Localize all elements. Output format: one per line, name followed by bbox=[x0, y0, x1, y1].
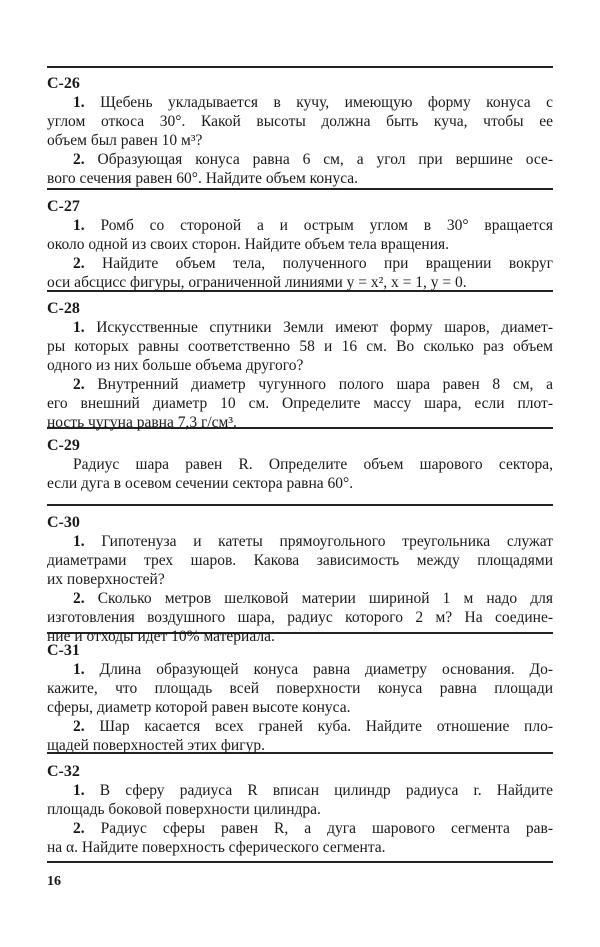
problem-line bbox=[47, 169, 553, 188]
problem-number: 2. bbox=[73, 151, 85, 168]
problem-text: оси абсцисс фигуры, ограниченной линиями y = x², x = 1, y = 0. bbox=[47, 274, 467, 291]
problem-text: одного из них больше объема другого? bbox=[47, 357, 304, 374]
problem-text: Длина образующей конуса равна диаметру основания. До- bbox=[99, 661, 553, 678]
problem-text: щадей поверхностей этих фигур. bbox=[47, 737, 265, 754]
section-c-31 bbox=[47, 641, 553, 755]
section-c-26 bbox=[47, 74, 553, 188]
problem-line bbox=[47, 570, 553, 589]
problem-line bbox=[47, 800, 553, 819]
problem-text: на α. Найдите поверхность сферического сегмента. bbox=[47, 839, 386, 856]
problem-line bbox=[47, 375, 553, 394]
section-c-32 bbox=[47, 762, 553, 857]
problem-line bbox=[47, 235, 553, 254]
problem-line bbox=[47, 781, 553, 800]
problem-text: В сферу радиуса R вписан цилиндр радиуса r. Найдите bbox=[99, 782, 554, 799]
problem-text: Найдите объем тела, полученного при вращении вокруг bbox=[102, 255, 554, 272]
problem-text: ние и отходы идет 10% материала. bbox=[47, 628, 275, 645]
problem-text: Гипотенуза и катеты прямоугольного треугольника служат bbox=[101, 533, 553, 550]
problem-line bbox=[47, 455, 553, 474]
problem-line bbox=[47, 356, 553, 375]
problem-text: Внутренний диаметр чугунного полого шара равен 8 см, а bbox=[97, 376, 553, 393]
problem-text: Шар касается всех граней куба. Найдите отношение пло- bbox=[99, 718, 554, 735]
problem-number: 2. bbox=[73, 718, 85, 735]
problem-text: вого сечения равен 60°. Найдите объем конуса. bbox=[47, 170, 359, 187]
problem-text: углом откоса 30°. Какой высоты должна быть куча, чтобы ее bbox=[47, 113, 553, 130]
rule-divider bbox=[47, 188, 553, 190]
problem-number: 2. bbox=[73, 376, 85, 393]
problem-line bbox=[47, 337, 553, 356]
problem-text: Искусственные спутники Земли имеют форму шаров, диамет- bbox=[96, 319, 553, 336]
problem-line bbox=[47, 660, 553, 679]
section-heading: С-32 bbox=[47, 763, 80, 780]
page-number: 16 bbox=[47, 874, 61, 889]
section-heading: С-28 bbox=[47, 300, 80, 317]
problem-text: Сколько метров шелковой материи шириной 1 м надо для bbox=[97, 590, 554, 607]
problem-text: Радиус сферы равен R, а дуга шарового сегмента рав- bbox=[100, 820, 553, 837]
problem-line bbox=[47, 717, 553, 736]
rule-top bbox=[47, 66, 553, 68]
problem-number: 1. bbox=[73, 661, 85, 678]
problem-text: площадь боковой поверхности цилиндра. bbox=[47, 801, 321, 818]
section-c-29 bbox=[47, 436, 553, 493]
problem-number: 1. bbox=[73, 782, 85, 799]
problem-text: около одной из своих сторон. Найдите объем тела вращения. bbox=[47, 236, 450, 253]
problem-text: Образующая конуса равна 6 см, а угол при вершине осе- bbox=[97, 151, 554, 168]
problem-text: их поверхностей? bbox=[47, 571, 165, 588]
problem-line bbox=[47, 93, 553, 112]
section-c-30 bbox=[47, 513, 553, 646]
problem-line bbox=[47, 394, 553, 413]
problem-line bbox=[47, 413, 553, 432]
section-heading: С-27 bbox=[47, 198, 80, 215]
section-heading: С-30 bbox=[47, 514, 80, 531]
section-heading: С-29 bbox=[47, 437, 80, 454]
problem-text: Ромб со стороной a и острым углом в 30° вращается bbox=[100, 217, 553, 234]
problem-text: ры которых равны соответственно 58 и 16 см. Во сколько раз объем bbox=[47, 338, 553, 355]
problem-text: если дуга в осевом сечении сектора равна 60°. bbox=[47, 475, 354, 492]
problem-line bbox=[47, 131, 553, 150]
problem-text: Щебень укладывается в кучу, имеющую форму конуса с bbox=[100, 94, 554, 111]
problem-text: ность чугуна равна 7,3 г/см³. bbox=[47, 414, 237, 431]
section-heading: С-26 bbox=[47, 75, 80, 92]
problem-text: объем был равен 10 м³? bbox=[47, 132, 203, 149]
section-c-28 bbox=[47, 299, 553, 432]
problem-number: 1. bbox=[73, 533, 85, 550]
problem-number: 1. bbox=[73, 217, 85, 234]
problem-line bbox=[47, 254, 553, 273]
problem-text: его внешний диаметр 10 см. Определите массу шара, если плот- bbox=[47, 395, 553, 412]
problem-line bbox=[47, 679, 553, 698]
problem-line bbox=[47, 608, 553, 627]
problem-line bbox=[47, 551, 553, 570]
problem-line bbox=[47, 838, 553, 857]
problem-line bbox=[47, 216, 553, 235]
problem-text: кажите, что площадь всей поверхности конуса равна площади bbox=[47, 680, 553, 697]
problem-line bbox=[47, 273, 553, 292]
problem-line bbox=[47, 532, 553, 551]
problem-line bbox=[47, 150, 553, 169]
rule-bottom bbox=[47, 861, 553, 863]
problem-line bbox=[47, 736, 553, 755]
problem-line bbox=[47, 112, 553, 131]
problem-text: изготовления воздушного шара, радиус которого 2 м? На соедине- bbox=[47, 609, 553, 626]
problem-line bbox=[47, 318, 553, 337]
problem-text: Радиус шара равен R. Определите объем шарового сектора, bbox=[73, 456, 553, 473]
problem-line bbox=[47, 474, 553, 493]
section-c-27 bbox=[47, 197, 553, 292]
rule-divider bbox=[47, 504, 553, 506]
problem-number: 1. bbox=[73, 319, 85, 336]
section-heading: С-31 bbox=[47, 642, 80, 659]
problem-number: 2. bbox=[73, 820, 85, 837]
problem-text: сферы, диаметр которой равен высоте конуса. bbox=[47, 699, 351, 716]
problem-text: диаметрами трех шаров. Какова зависимость между площадями bbox=[47, 552, 553, 569]
problem-number: 2. bbox=[73, 590, 85, 607]
problem-line bbox=[47, 698, 553, 717]
problem-number: 2. bbox=[73, 255, 85, 272]
problem-line bbox=[47, 589, 553, 608]
problem-line bbox=[47, 819, 553, 838]
problem-number: 1. bbox=[73, 94, 85, 111]
